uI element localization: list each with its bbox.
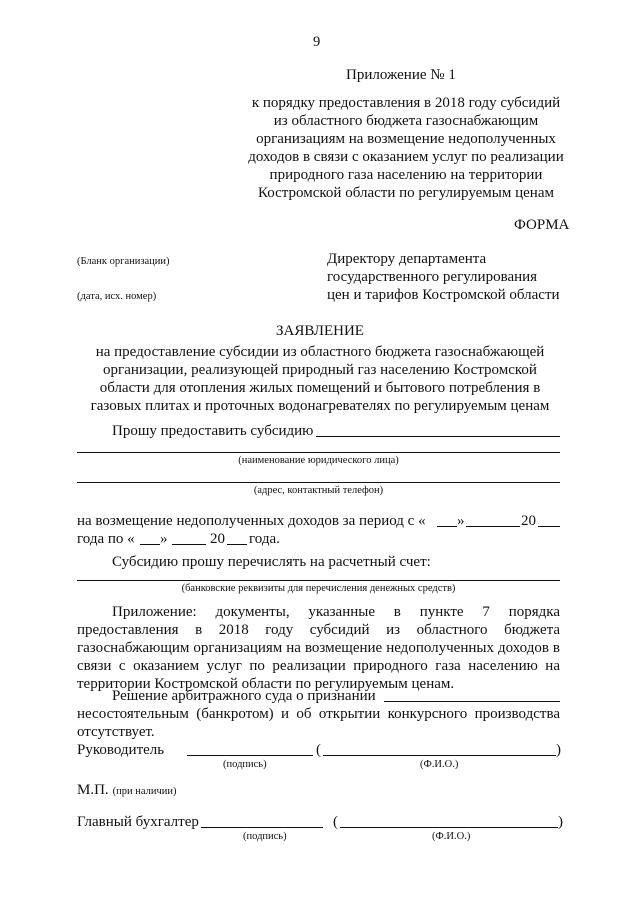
mp-note: (при наличии) <box>112 786 177 797</box>
appendix-paragraph <box>77 603 560 693</box>
period-month-to[interactable] <box>172 544 206 545</box>
head-label: Руководитель <box>77 742 165 758</box>
appendix-line: природного газа населению на территории <box>269 167 543 183</box>
mp-label: М.П. <box>77 782 109 798</box>
paragraph-line: предоставления в 2018 году субсидий из областного бюджета <box>77 622 560 638</box>
court-input-line[interactable] <box>384 701 560 702</box>
court-text-2: несостоятельным (банкротом) и об открытии конкурсного производства <box>77 706 560 722</box>
subtitle-line: области для отопления жилых помещений и бытового потребления в <box>99 380 541 396</box>
date-label: (дата, исх. номер) <box>77 291 157 302</box>
addressee-line: цен и тарифов Костромской области <box>327 287 560 303</box>
period-quote-1: » <box>457 513 465 529</box>
period-month-from[interactable] <box>466 526 520 527</box>
period-text-2: года по « <box>77 531 135 547</box>
accountant-open-paren: ( <box>333 814 338 830</box>
caption-bank: (банковские реквизиты для перечисления денежных средств) <box>181 583 456 594</box>
address-line[interactable] <box>77 482 560 483</box>
caption-address: (адрес, контактный телефон) <box>253 485 384 496</box>
statement-title: ЗАЯВЛЕНИЕ <box>276 323 364 339</box>
head-open-paren: ( <box>316 742 321 758</box>
addressee-line: Директору департамента <box>327 251 487 267</box>
caption-legal-name: (наименование юридического лица) <box>238 455 399 466</box>
accountant-fio-line[interactable] <box>340 827 558 828</box>
head-fio-line[interactable] <box>323 755 556 756</box>
subtitle-line: на предоставление субсидии из областного бюджета газоснабжающей <box>95 344 545 360</box>
court-text-block <box>77 705 560 741</box>
addressee-line: государственного регулирования <box>327 269 538 285</box>
head-caption-sign: (подпись) <box>223 759 267 770</box>
form-label: ФОРМА <box>514 217 570 233</box>
legal-name-line[interactable] <box>77 452 560 453</box>
period-day-from[interactable] <box>437 526 457 527</box>
accountant-caption-sign: (подпись) <box>243 831 287 842</box>
appendix-line: доходов в связи с оказанием услуг по реализации <box>248 149 564 165</box>
period-year-to[interactable] <box>227 544 247 545</box>
appendix-line: организациям на возмещение недополученных <box>256 131 556 147</box>
period-year-prefix-2: 20 <box>210 531 225 547</box>
paragraph-line: связи с оказанием услуг по реализации природного газа населению на <box>77 658 560 674</box>
court-text-3: отсутствует. <box>77 724 155 740</box>
appendix-line: Костромской области по регулируемым ценам <box>258 185 554 201</box>
head-close-paren: ) <box>556 742 561 758</box>
accountant-signature-line[interactable] <box>201 827 323 828</box>
appendix-line: к порядку предоставления в 2018 году субсидий <box>251 95 561 111</box>
paragraph-line: территории Костромской области по регулируемым ценам. <box>77 676 455 692</box>
period-text-1: на возмещение недополученных доходов за период с « <box>77 513 426 529</box>
appendix-lines <box>236 94 576 202</box>
accountant-label: Главный бухгалтер <box>77 814 199 830</box>
paragraph-line: Приложение: документы, указанные в пункте 7 порядка <box>112 604 560 620</box>
appendix-title: Приложение № 1 <box>346 67 456 83</box>
subtitle-line: организации, реализующей природный газ населению Костромской <box>103 362 537 378</box>
blank-label: (Бланк организации) <box>77 256 170 267</box>
addressee <box>327 250 560 304</box>
accountant-close-paren: ) <box>558 814 563 830</box>
page-number: 9 <box>313 34 321 50</box>
period-year-from[interactable] <box>538 526 560 527</box>
subsidy-input-line[interactable] <box>316 436 560 437</box>
statement-subtitle <box>70 343 570 415</box>
period-year-prefix-1: 20 <box>521 513 536 529</box>
appendix-line: из областного бюджета газоснабжающим <box>273 113 539 129</box>
head-signature-line[interactable] <box>187 755 313 756</box>
subtitle-line: газовых плитах и проточных водонагревателях по регулируемым ценам <box>90 398 550 414</box>
paragraph-line: газоснабжающим организациям на возмещение недополученных доходов в <box>77 640 560 656</box>
request-text: Прошу предоставить субсидию <box>112 423 314 439</box>
mp-block <box>77 781 177 799</box>
bank-details-line[interactable] <box>77 580 560 581</box>
period-day-to[interactable] <box>140 544 160 545</box>
accountant-caption-fio: (Ф.И.О.) <box>432 831 471 842</box>
period-quote-2: » <box>160 531 168 547</box>
transfer-text: Субсидию прошу перечислять на расчетный счет: <box>112 554 431 570</box>
period-year-word: года. <box>249 531 280 547</box>
head-caption-fio: (Ф.И.О.) <box>420 759 459 770</box>
court-text-1: Решение арбитражного суда о признании <box>112 688 376 704</box>
